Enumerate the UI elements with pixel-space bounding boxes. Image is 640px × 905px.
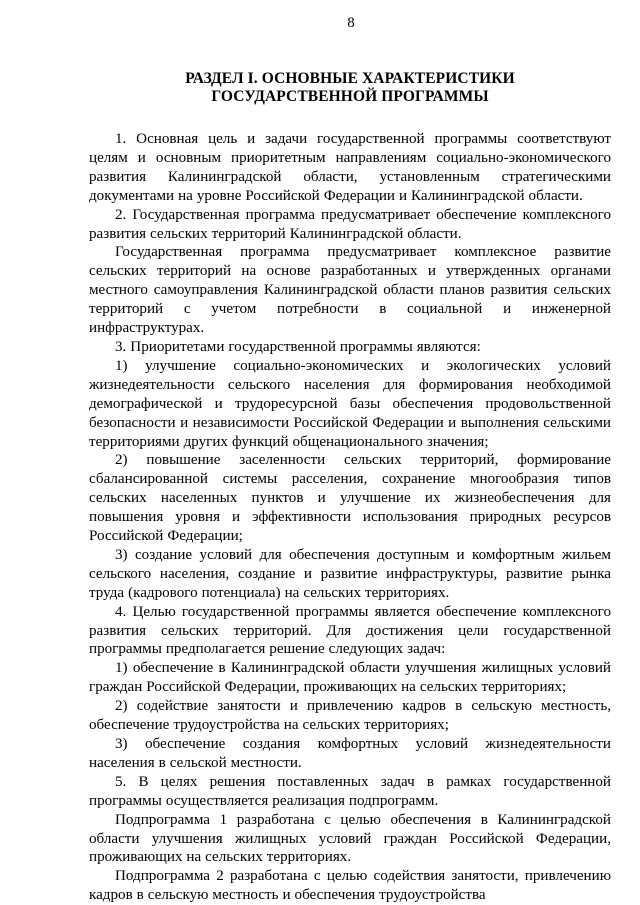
page-number: 8 [347,15,355,31]
paragraph-subprogram-1: Подпрограмма 1 разработана с целью обеспечения в Калининградской области улучшения жилищных условий граждан Российской Федерации, проживающих на сельских территориях. [89,811,611,866]
list-item-priority-3: 3) создание условий для обеспечения доступным и комфортным жильем сельского населения, создание и развитие инфраструктуры, развитие рынка труда (кадрового потенциала) на сельских территориях. [89,546,611,601]
section-heading-line-1: РАЗДЕЛ I. ОСНОВНЫЕ ХАРАКТЕРИСТИКИ [185,70,515,87]
paragraph-priorities-intro: 3. Приоритетами государственной программы являются: [115,338,481,355]
paragraph-subprograms: 5. В целях решения поставленных задач в рамках государственной программы осуществляется реализация подпрограмм. [89,773,611,809]
paragraph-program-goal: 4. Целью государственной программы является обеспечение комплексного развития сельских территорий. Для достижения цели государственной программы предполагается решение следующих задач: [89,603,611,658]
list-item-priority-1: 1) улучшение социально-экономических и экологических условий жизнедеятельности сельского населения для формирования необходимой демографической и трудоресурсной базы обеспечения продовольственной безопасности и независимости Российской Федерации и выполнения сельскими территориями других функций общенационального значения; [89,357,611,450]
document-body [89,130,611,905]
paragraph-complex-development: Государственная программа предусматривает комплексное развитие сельских территорий на основе разработанных и утвержденных органами местного самоуправления Калининградской области планов развития сельских территорий с учетом потребности в социальной и инженерной инфраструктурах. [89,244,611,337]
list-item-task-3: 3) обеспечение создания комфортных условий жизнедеятельности населения в сельской местности. [89,736,611,771]
list-item-priority-2: 2) повышение заселенности сельских территорий, формирование сбалансированной системы расселения, сохранение многообразия типов сельских населенных пунктов и улучшение их жизнеобеспечения для повышения уровня и эффективности использования природных ресурсов Российской Федерации; [89,452,611,545]
paragraph-subprogram-2: Подпрограмма 2 разработана с целью содействия занятости, привлечению кадров в сельскую местность и обеспечения трудоустройства [89,868,611,904]
section-heading [89,70,611,106]
paragraph-goal-alignment: 1. Основная цель и задачи государственной программы соответствуют целям и основным приоритетным направлениям социально-экономического развития Калининградской области, установленным стратегическими документами на уровне Российской Федерации и Калининградской области. [89,131,611,204]
section-heading-line-2: ГОСУДАРСТВЕННОЙ ПРОГРАММЫ [211,88,489,105]
list-item-task-2: 2) содействие занятости и привлечению кадров в сельскую местность, обеспечение трудоустройства на сельских территориях; [89,698,611,734]
paragraph-program-provides: 2. Государственная программа предусматривает обеспечение комплексного развития сельских территорий Калининградской области. [89,206,611,242]
list-item-task-1: 1) обеспечение в Калининградской области улучшения жилищных условий граждан Российской Федерации, проживающих на сельских территориях; [89,660,611,696]
document-page [89,14,611,905]
